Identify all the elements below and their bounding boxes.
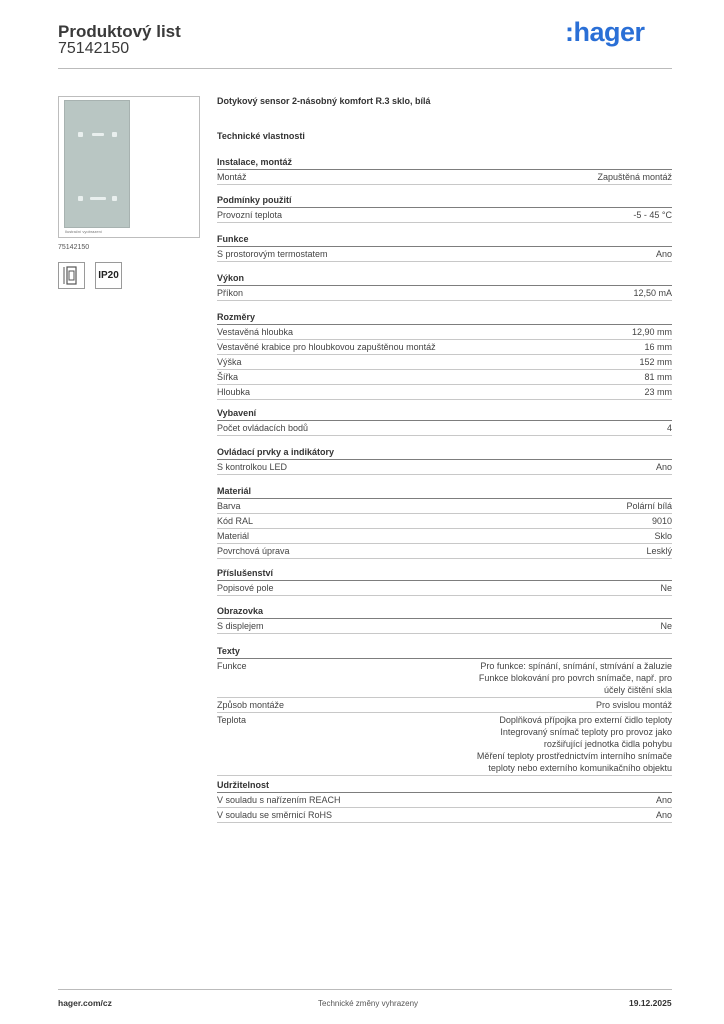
page-title: Produktový list: [58, 22, 181, 41]
flush-mount-icon: [58, 262, 85, 289]
spec-value-line: Doplňková přípojka pro externí čidlo teploty: [499, 715, 672, 725]
section-title: Udržitelnost: [217, 779, 672, 793]
header-divider: [58, 68, 672, 69]
spec-row: [217, 340, 672, 355]
spec-value-line: Pro svislou montáž: [595, 700, 672, 710]
image-caption: Ilustrační vyobrazení: [65, 229, 102, 234]
section-title: Vybavení: [217, 407, 672, 421]
spec-section: [217, 272, 672, 301]
spec-value: Zapuštěná montáž: [597, 172, 672, 182]
spec-value: [479, 659, 672, 697]
button-mark: [78, 132, 83, 137]
section-title: Výkon: [217, 272, 672, 286]
spec-label: S prostorovým termostatem: [217, 249, 328, 259]
footer-divider: [58, 989, 672, 990]
spec-row: [217, 355, 672, 370]
spec-row: [217, 286, 672, 301]
button-mark: [112, 196, 117, 201]
spec-section: [217, 446, 672, 475]
spec-value: Ano: [655, 462, 672, 472]
spec-row: [217, 514, 672, 529]
spec-row: [217, 581, 672, 596]
spec-row: [217, 659, 672, 698]
spec-section: [217, 311, 672, 400]
spec-value-line: Integrovaný snímač teploty pro provoz jako: [500, 727, 672, 737]
spec-value: 81 mm: [644, 372, 672, 382]
spec-section: [217, 605, 672, 634]
spec-label: S kontrolkou LED: [217, 462, 288, 472]
spec-row: [217, 529, 672, 544]
spec-row: [217, 325, 672, 340]
spec-value: [477, 713, 672, 775]
spec-value-line: teploty nebo externího komunikačního objektu: [488, 763, 672, 773]
spec-row: [217, 247, 672, 262]
spec-value: Lesklý: [646, 546, 672, 556]
spec-section: [217, 567, 672, 596]
footer-note: Technické změny vyhrazeny: [318, 999, 419, 1008]
section-title: Instalace, montáž: [217, 156, 672, 170]
section-title: Podmínky použití: [217, 194, 672, 208]
spec-row: [217, 619, 672, 634]
spec-section: [217, 485, 672, 559]
spec-label: Popisové pole: [217, 583, 274, 593]
product-name: Dotykový sensor 2-násobný komfort R.3 sklo, bílá: [217, 96, 431, 106]
spec-label: Povrchová úprava: [217, 546, 290, 556]
button-mark: [112, 132, 117, 137]
spec-section: [217, 156, 672, 185]
footer-date: 19.12.2025: [629, 998, 672, 1008]
spec-section: [217, 233, 672, 262]
spec-row: [217, 385, 672, 400]
image-sku: 75142150: [58, 244, 90, 251]
section-title: Příslušenství: [217, 567, 672, 581]
spec-label: Hloubka: [217, 387, 251, 397]
spec-label: V souladu se směrnicí RoHS: [217, 810, 333, 820]
section-title: Obrazovka: [217, 605, 672, 619]
spec-value-line: Funkce blokování pro povrch snímače, např. pro: [478, 673, 672, 683]
section-title: Texty: [217, 645, 672, 659]
spec-label: Kód RAL: [217, 516, 254, 526]
spec-row: [217, 460, 672, 475]
spec-label: Provozní teplota: [217, 210, 283, 220]
spec-row: [217, 808, 672, 823]
spec-row: [217, 544, 672, 559]
spec-section: [217, 407, 672, 436]
spec-value: 16 mm: [644, 342, 672, 352]
spec-label: Teplota: [217, 715, 247, 725]
spec-label: Výška: [217, 357, 242, 367]
spec-label: Barva: [217, 501, 241, 511]
spec-value: Ne: [660, 621, 672, 631]
spec-label: Příkon: [217, 288, 244, 298]
ip-rating-badge: [95, 262, 122, 289]
spec-label: Montáž: [217, 172, 247, 182]
spec-value: Ne: [660, 583, 672, 593]
footer-website: hager.com/cz: [58, 998, 112, 1008]
led-indicator: [90, 197, 106, 200]
spec-value: 9010: [651, 516, 672, 526]
spec-row: [217, 793, 672, 808]
spec-value: Ano: [655, 810, 672, 820]
product-sku: 75142150: [58, 40, 130, 57]
led-indicator: [92, 133, 104, 136]
section-title: Materiál: [217, 485, 672, 499]
spec-value: Sklo: [654, 531, 672, 541]
spec-value: 12,90 mm: [631, 327, 672, 337]
spec-label: Vestavěné krabice pro hloubkovou zapuštěnou montáž: [217, 342, 436, 352]
section-title: Rozměry: [217, 311, 672, 325]
spec-row: [217, 170, 672, 185]
spec-section: [217, 779, 672, 823]
spec-label: Materiál: [217, 531, 250, 541]
tech-properties-heading: Technické vlastnosti: [217, 131, 305, 141]
spec-label: Šířka: [217, 372, 239, 382]
spec-value: Ano: [655, 249, 672, 259]
hager-logo: :hager: [565, 17, 645, 47]
spec-row: [217, 421, 672, 436]
spec-value: 4: [666, 423, 672, 433]
spec-row: [217, 499, 672, 514]
spec-label: S displejem: [217, 621, 264, 631]
spec-value-line: Pro funkce: spínání, snímání, stmívání a žaluzie: [480, 661, 672, 671]
spec-value: 12,50 mA: [633, 288, 672, 298]
spec-value: [596, 698, 672, 712]
spec-value-line: Měření teploty prostřednictvím interního snímače: [476, 751, 672, 761]
spec-row: [217, 698, 672, 713]
spec-section: [217, 194, 672, 223]
spec-label: Způsob montáže: [217, 700, 285, 710]
spec-label: V souladu s nařízením REACH: [217, 795, 341, 805]
spec-section: [217, 645, 672, 776]
spec-value-line: rozšiřující jednotka čidla pohybu: [543, 739, 672, 749]
spec-label: Vestavěná hloubka: [217, 327, 294, 337]
spec-label: Funkce: [217, 661, 247, 671]
spec-row: [217, 370, 672, 385]
spec-value: Ano: [655, 795, 672, 805]
spec-value: 152 mm: [639, 357, 672, 367]
spec-value: -5 - 45 °C: [633, 210, 672, 220]
spec-value: Polární bílá: [626, 501, 672, 511]
product-image: [58, 96, 200, 238]
spec-row: [217, 713, 672, 776]
section-title: Funkce: [217, 233, 672, 247]
section-title: Ovládací prvky a indikátory: [217, 446, 672, 460]
touch-sensor-panel: [64, 100, 130, 234]
spec-value: 23 mm: [644, 387, 672, 397]
button-mark: [78, 196, 83, 201]
ip-rating-label: IP20: [98, 270, 119, 281]
spec-value-line: účely čištění skla: [603, 685, 672, 695]
spec-row: [217, 208, 672, 223]
spec-label: Počet ovládacích bodů: [217, 423, 309, 433]
